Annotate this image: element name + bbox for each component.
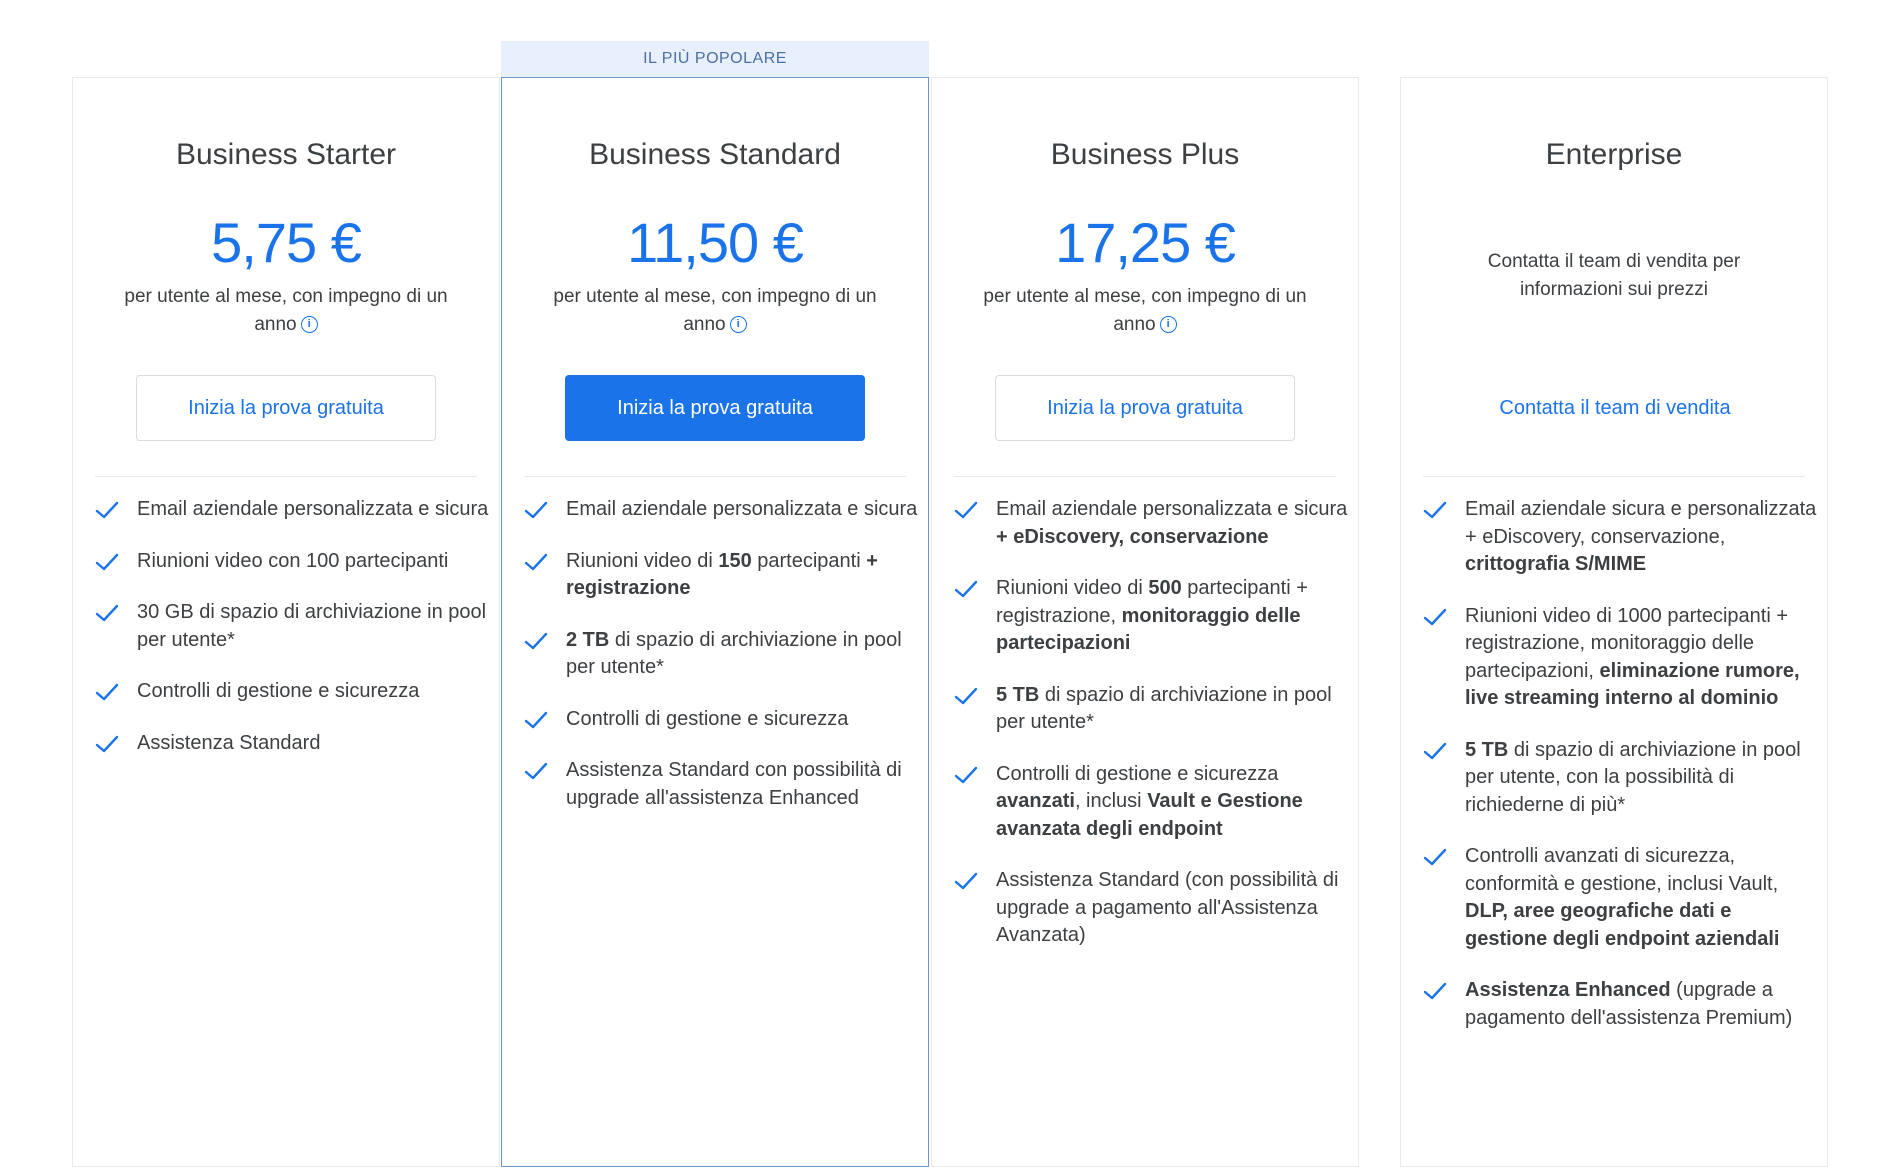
check-icon bbox=[524, 500, 548, 520]
check-icon bbox=[524, 552, 548, 572]
feature-text: 150 bbox=[718, 549, 752, 572]
feature-list bbox=[1423, 496, 1817, 1056]
feature-item bbox=[954, 761, 1348, 844]
popular-badge: IL PIÙ POPOLARE bbox=[501, 41, 929, 77]
feature-item bbox=[95, 496, 489, 524]
feature-text: 2 TB bbox=[566, 628, 610, 651]
feature-item bbox=[524, 496, 918, 524]
feature-text: di spazio di archiviazione in pool per utente* bbox=[996, 683, 1332, 733]
plan-card-business-plus bbox=[931, 77, 1359, 1167]
check-icon bbox=[95, 500, 119, 520]
feature-text: + registrazione bbox=[566, 549, 878, 599]
feature-text: eliminazione rumore, live streaming interno al dominio bbox=[1465, 659, 1800, 709]
feature-list bbox=[954, 496, 1348, 974]
check-icon bbox=[1423, 981, 1447, 1001]
check-icon bbox=[954, 579, 978, 599]
feature-text: Riunioni video di bbox=[996, 577, 1149, 599]
plan-card-enterprise bbox=[1400, 77, 1828, 1167]
check-icon bbox=[95, 552, 119, 572]
check-icon bbox=[1423, 500, 1447, 520]
check-icon bbox=[95, 682, 119, 702]
check-icon bbox=[1423, 741, 1447, 761]
plan-card-business-standard bbox=[501, 77, 929, 1167]
plan-name: Business Starter bbox=[175, 138, 397, 171]
divider bbox=[1423, 476, 1805, 477]
feature-item bbox=[1423, 496, 1817, 579]
contact-sales-button[interactable]: Contatta il team di vendita bbox=[1421, 375, 1809, 441]
feature-item bbox=[1423, 977, 1817, 1032]
feature-text: 30 GB di spazio di archiviazione in pool per utente* bbox=[137, 601, 487, 651]
feature-item bbox=[954, 867, 1348, 950]
feature-text: Assistenza Standard (con possibilità di upgrade a pagamento all'Assistenza Avanzata) bbox=[996, 869, 1339, 946]
check-icon bbox=[954, 871, 978, 891]
start-trial-button[interactable]: Inizia la prova gratuita bbox=[565, 375, 865, 441]
feature-item bbox=[954, 682, 1348, 737]
feature-list bbox=[524, 496, 918, 836]
price-note-text: per utente al mese, con impegno di un anno bbox=[124, 286, 448, 335]
plan-price: 5,75 € bbox=[211, 211, 361, 274]
feature-text: DLP, aree geografiche dati e gestione degli endpoint aziendali bbox=[1465, 900, 1780, 950]
feature-text: 500 bbox=[1148, 577, 1182, 599]
feature-text: di spazio di archiviazione in pool per utente* bbox=[566, 628, 902, 678]
check-icon bbox=[1423, 847, 1447, 867]
feature-item bbox=[524, 627, 918, 682]
divider bbox=[95, 476, 477, 477]
feature-text: (upgrade a pagamento dell'assistenza Premium) bbox=[1465, 979, 1793, 1029]
feature-text: Controlli di gestione e sicurezza bbox=[996, 762, 1279, 785]
feature-item bbox=[95, 730, 489, 758]
check-icon bbox=[524, 631, 548, 651]
feature-item bbox=[524, 757, 918, 812]
feature-text: partecipanti bbox=[751, 549, 867, 572]
price-note bbox=[972, 283, 1318, 339]
feature-text: 5 TB bbox=[1465, 738, 1509, 761]
feature-item bbox=[1423, 737, 1817, 820]
feature-text: Email aziendale personalizzata e sicura bbox=[566, 498, 918, 520]
info-icon[interactable]: i bbox=[1160, 316, 1177, 333]
feature-text: , inclusi bbox=[1074, 790, 1148, 812]
feature-text: Riunioni video di 1000 partecipanti + registrazione, monitoraggio delle partecipazioni, bbox=[1465, 604, 1788, 682]
feature-text: monitoraggio delle partecipazioni bbox=[996, 604, 1301, 654]
check-icon bbox=[95, 603, 119, 623]
feature-text: Controlli di gestione e sicurezza bbox=[137, 680, 420, 702]
check-icon bbox=[524, 710, 548, 730]
price-note-text: per utente al mese, con impegno di un anno bbox=[553, 286, 877, 335]
feature-item bbox=[524, 706, 918, 734]
check-icon bbox=[954, 500, 978, 520]
plan-name: Business Plus bbox=[1050, 138, 1240, 171]
price-note-text: per utente al mese, con impegno di un anno bbox=[983, 286, 1307, 335]
feature-item bbox=[954, 496, 1348, 551]
check-icon bbox=[954, 765, 978, 785]
feature-item bbox=[524, 548, 918, 603]
check-icon bbox=[954, 686, 978, 706]
info-icon[interactable]: i bbox=[301, 316, 318, 333]
feature-text: Assistenza Standard bbox=[137, 731, 321, 754]
feature-text: Riunioni video di bbox=[566, 549, 719, 572]
feature-text: Email aziendale personalizzata e sicura bbox=[137, 498, 489, 520]
check-icon bbox=[1423, 607, 1447, 627]
plan-name: Enterprise bbox=[1545, 138, 1683, 171]
feature-text: di spazio di archiviazione in pool per utente, con la possibilità di richiederne di più* bbox=[1465, 738, 1801, 816]
info-icon[interactable]: i bbox=[730, 316, 747, 333]
plan-price: 17,25 € bbox=[1055, 211, 1235, 274]
feature-text: avanzati bbox=[996, 790, 1075, 812]
feature-list bbox=[95, 496, 489, 781]
divider bbox=[954, 476, 1336, 477]
feature-text: Email aziendale personalizzata e sicura bbox=[996, 498, 1348, 520]
feature-item bbox=[95, 678, 489, 706]
check-icon bbox=[95, 734, 119, 754]
feature-text: partecipanti + registrazione, bbox=[996, 577, 1308, 627]
plan-name: Business Standard bbox=[589, 138, 841, 171]
feature-item bbox=[1423, 603, 1817, 713]
feature-text: Email aziendale sicura e personalizzata + eDiscovery, conservazione, bbox=[1465, 498, 1817, 548]
start-trial-button[interactable]: Inizia la prova gratuita bbox=[136, 375, 436, 441]
feature-item bbox=[95, 548, 489, 576]
price-note bbox=[542, 283, 888, 339]
feature-item bbox=[1423, 843, 1817, 953]
feature-text: Controlli di gestione e sicurezza bbox=[566, 707, 849, 730]
feature-text: 5 TB bbox=[996, 683, 1040, 706]
start-trial-button[interactable]: Inizia la prova gratuita bbox=[995, 375, 1295, 441]
contact-note: Contatta il team di vendita per informazioni sui prezzi bbox=[1487, 251, 1741, 300]
feature-item bbox=[954, 575, 1348, 658]
price-note bbox=[113, 283, 459, 339]
feature-text: crittografia S/MIME bbox=[1465, 553, 1647, 575]
feature-text: Assistenza Standard con possibilità di upgrade all'assistenza Enhanced bbox=[566, 759, 902, 809]
feature-text: Assistenza Enhanced bbox=[1465, 979, 1671, 1001]
feature-text: Riunioni video con 100 partecipanti bbox=[137, 549, 449, 572]
feature-item bbox=[95, 599, 489, 654]
plan-card-business-starter bbox=[72, 77, 500, 1167]
feature-text: Vault e Gestione avanzata degli endpoint bbox=[996, 790, 1303, 840]
plan-price: 11,50 € bbox=[627, 211, 803, 274]
feature-text: Controlli avanzati di sicurezza, conformità e gestione, inclusi Vault, bbox=[1465, 845, 1779, 895]
divider bbox=[524, 476, 906, 477]
feature-text: + eDiscovery, conservazione bbox=[996, 525, 1269, 548]
check-icon bbox=[524, 761, 548, 781]
